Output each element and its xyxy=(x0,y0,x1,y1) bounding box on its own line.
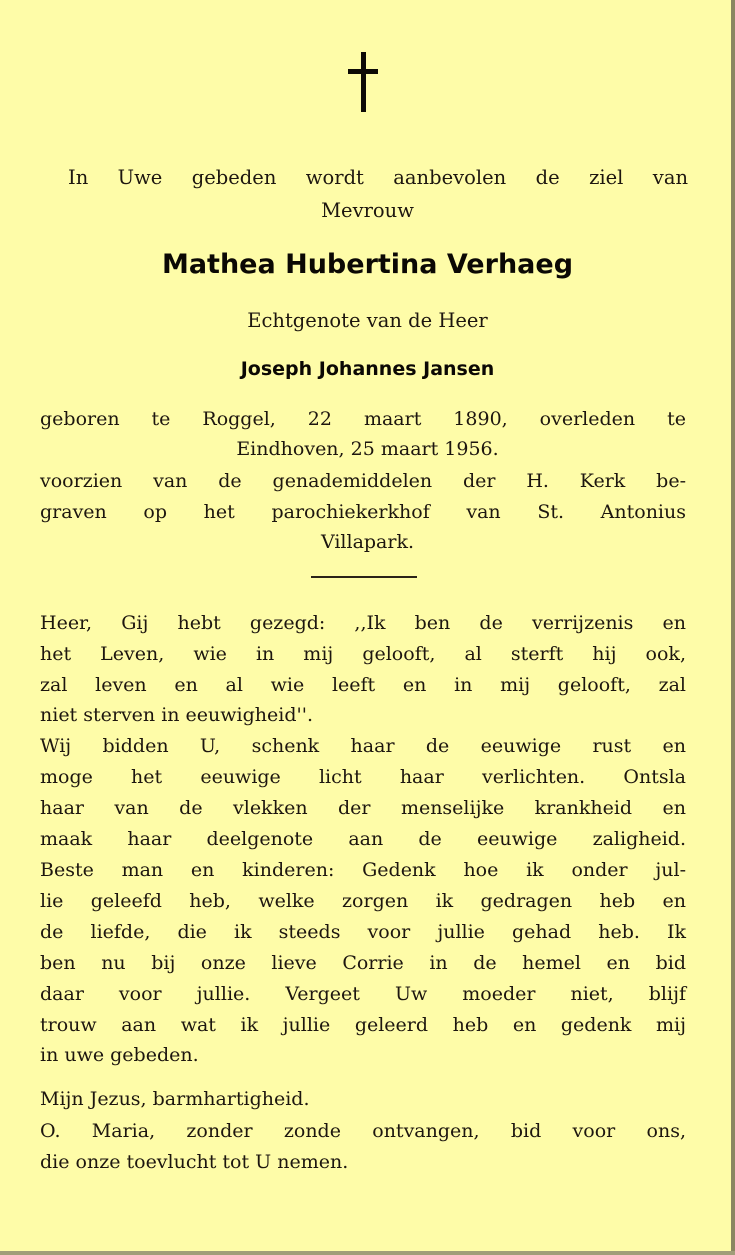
intro-line: In Uwe gebeden wordt aanbevolen de ziel van xyxy=(68,166,688,189)
relation-line: Echtgenote van de Heer xyxy=(247,309,488,332)
biography-line: geboren te Roggel, 22 maart 1890, overleden te xyxy=(40,408,686,430)
deceased-name: Mathea Hubertina Verhaeg xyxy=(161,249,574,280)
biography-line: graven op het parochiekerkhof van St. Antonius xyxy=(40,501,686,523)
prayer-line: moge het eeuwige licht haar verlichten. Ontsla xyxy=(40,766,686,788)
biography-line: Eindhoven, 25 maart 1956. xyxy=(236,438,499,460)
prayer-line: daar voor jullie. Vergeet Uw moeder niet, blijf xyxy=(40,983,686,1005)
biography-line: Villapark. xyxy=(320,531,415,553)
cross-icon xyxy=(346,52,380,112)
husband-name: Joseph Johannes Jansen xyxy=(240,358,495,380)
prayer-line: in uwe gebeden. xyxy=(40,1044,199,1066)
card-bottom-edge xyxy=(0,1251,735,1255)
prayer-line: haar van de vlekken der menselijke krankheid en xyxy=(40,797,686,819)
prayer-line: zal leven en al wie leeft en in mij gelooft, zal xyxy=(40,674,686,696)
salutation: Mevrouw xyxy=(321,199,414,222)
prayer-line: het Leven, wie in mij gelooft, al sterft hij ook, xyxy=(40,643,686,665)
prayer-line: trouw aan wat ik jullie geleerd heb en gedenk mij xyxy=(40,1014,686,1036)
prayer-line: Wij bidden U, schenk haar de eeuwige rust en xyxy=(40,735,686,757)
prayer-line: lie geleefd heb, welke zorgen ik gedragen heb en xyxy=(40,890,686,912)
biography-line: voorzien van de genademiddelen der H. Kerk be- xyxy=(40,470,686,492)
card-right-edge xyxy=(731,0,735,1255)
invocation-line: O. Maria, zonder zonde ontvangen, bid voor ons, xyxy=(40,1120,686,1142)
prayer-line: Beste man en kinderen: Gedenk hoe ik onder jul- xyxy=(40,859,686,881)
invocation-line: Mijn Jezus, barmhartigheid. xyxy=(40,1088,310,1110)
divider xyxy=(311,576,417,578)
prayer-line: ben nu bij onze lieve Corrie in de hemel en bid xyxy=(40,952,686,974)
prayer-line: Heer, Gij hebt gezegd: ,,Ik ben de verrijzenis en xyxy=(40,612,686,634)
prayer-line: de liefde, die ik steeds voor jullie gehad heb. Ik xyxy=(40,921,686,943)
prayer-line: niet sterven in eeuwigheid''. xyxy=(40,704,313,726)
invocation-line: die onze toevlucht tot U nemen. xyxy=(40,1151,349,1173)
prayer-line: maak haar deelgenote aan de eeuwige zaligheid. xyxy=(40,828,686,850)
